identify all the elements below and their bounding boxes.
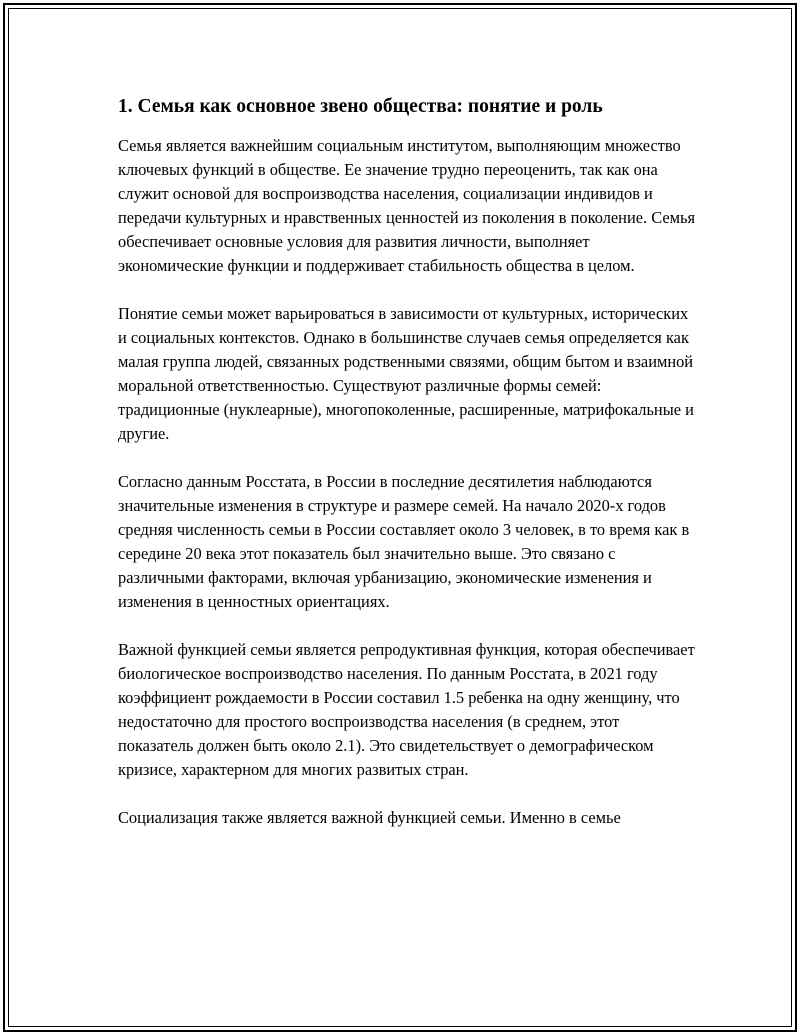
- paragraph-socialization: Социализация также является важной функцией семьи. Именно в семье: [118, 808, 621, 827]
- document-body: [118, 94, 698, 830]
- paragraph-reproductive-function: Важной функцией семьи является репродуктивная функция, которая обеспечивает биологическое воспроизводство населения. По данным Росстата, в 2021 году коэффициент рождаемости в России составил 1.5 ребенка на одну женщину, что недостаточно для простого воспроизводства населения (в среднем, этот показатель должен быть около 2.1). Это свидетельствует о демографическом кризисе, характерном для многих развитых стран.: [118, 640, 695, 779]
- paragraph-rosstat-size: Согласно данным Росстата, в России в последние десятилетия наблюдаются значительные изменения в структуре и размере семей. На начало 2020-х годов средняя численность семьи в России составляет около 3 человек, в то время как в середине 20 века этот показатель был значительно выше. Это связано с различными факторами, включая урбанизацию, экономические изменения и изменения в ценностных ориентациях.: [118, 472, 690, 611]
- paragraph-family-concept: Понятие семьи может варьироваться в зависимости от культурных, исторических и социальных контекстов. Однако в большинстве случаев семья определяется как малая группа людей, связанных родственными связями, общим бытом и взаимной моральной ответственностью. Существуют различные формы семей: традиционные (нуклеарные), многопоколенные, расширенные, матрифокальные и другие.: [118, 304, 694, 443]
- section-heading: 1. Семья как основное звено общества: понятие и роль: [118, 96, 603, 117]
- paragraph-family-institution: Семья является важнейшим социальным институтом, выполняющим множество ключевых функций в обществе. Ее значение трудно переоценить, так как она служит основой для воспроизводства населения, социализации индивидов и передачи культурных и нравственных ценностей из поколения в поколение. Семья обеспечивает основные условия для развития личности, выполняет экономические функции и поддерживает стабильность общества в целом.: [118, 136, 695, 275]
